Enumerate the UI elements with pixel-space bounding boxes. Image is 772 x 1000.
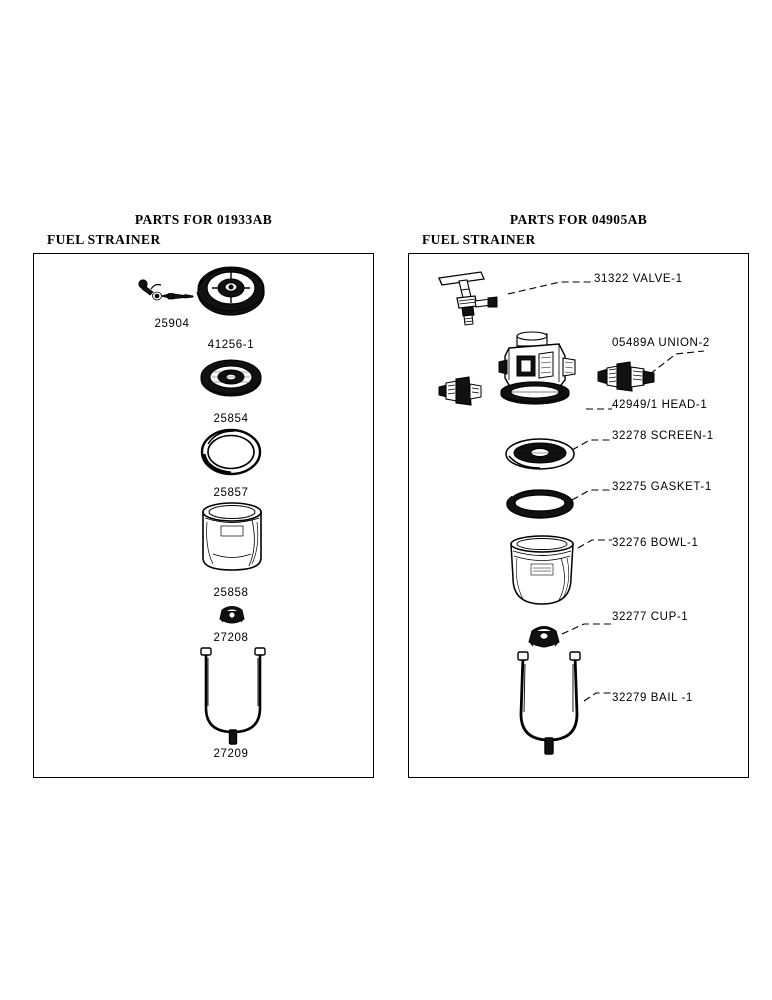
part-label-27209: 27209: [213, 748, 249, 760]
part-label-25858: 25858: [213, 587, 249, 599]
right-panel-title: [408, 210, 749, 249]
part-label-27208: 27208: [213, 632, 249, 644]
part-label-25857: 25857: [213, 487, 249, 499]
part-label-32277: 32277 CUP-1: [612, 611, 689, 623]
part-label-42949-1: 42949/1 HEAD-1: [612, 399, 708, 411]
left-panel-title-line2: FUEL STRAINER: [47, 231, 161, 247]
right-panel-frame: [408, 253, 749, 778]
part-label-25904: 25904: [154, 318, 190, 330]
part-label-41256-1: 41256-1: [207, 339, 255, 351]
part-label-32276: 32276 BOWL-1: [612, 537, 699, 549]
right-panel-title-line2: FUEL STRAINER: [422, 231, 536, 247]
part-label-32279: 32279 BAIL -1: [612, 692, 693, 704]
right-panel-title-line1: PARTS FOR 04905AB: [509, 212, 648, 227]
left-panel-title: [33, 210, 374, 249]
left-panel-frame: [33, 253, 374, 778]
part-label-32275: 32275 GASKET-1: [612, 481, 712, 493]
part-label-05489a: 05489A UNION-2: [612, 337, 710, 349]
part-label-31322: 31322 VALVE-1: [594, 273, 683, 285]
left-panel-title-line1: PARTS FOR 01933AB: [134, 212, 273, 227]
part-label-32278: 32278 SCREEN-1: [612, 430, 714, 442]
part-label-25854: 25854: [213, 413, 249, 425]
